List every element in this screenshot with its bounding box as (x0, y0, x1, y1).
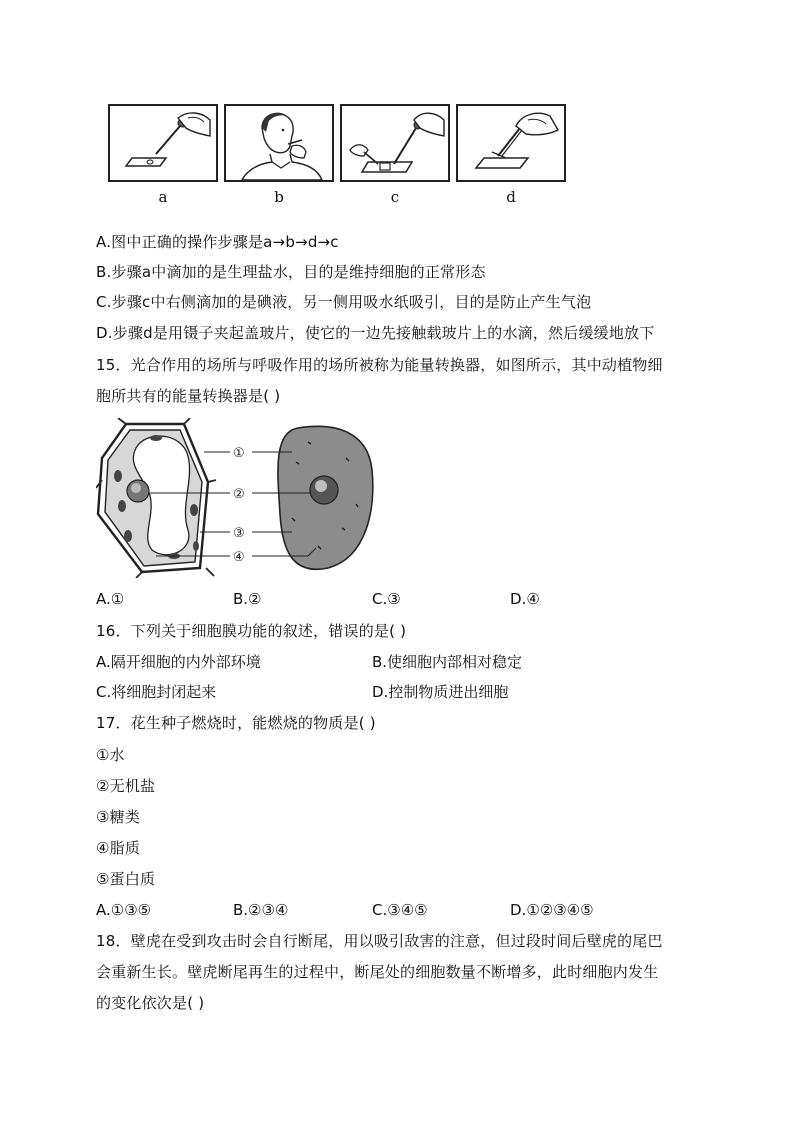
q17-item-5: ⑤蛋白质 (96, 870, 156, 888)
q17-option-a: A.①③⑤ (96, 901, 152, 919)
figure-panel-a (108, 104, 218, 182)
q16-stem: 16．下列关于细胞膜功能的叙述，错误的是( ) (96, 622, 407, 640)
q17-stem: 17．花生种子燃烧时，能燃烧的物质是( ) (96, 714, 376, 732)
q17-item-2: ②无机盐 (96, 777, 156, 795)
q16-option-c: C.将细胞封闭起来 (96, 683, 217, 701)
cell-label-2: ② (233, 487, 245, 502)
q15-option-b: B.② (233, 590, 262, 608)
figure-label-a: a (158, 188, 168, 206)
figure-panel-d (456, 104, 566, 182)
placing-coverslip-illustration (458, 106, 564, 180)
q16-option-d: D.控制物质进出细胞 (372, 683, 509, 701)
q17-item-4: ④脂质 (96, 839, 141, 857)
q17-item-3: ③糖类 (96, 808, 141, 826)
q17-option-c: C.③④⑤ (372, 901, 428, 919)
dropper-on-slide-illustration (110, 106, 216, 180)
q14-option-d: D.步骤d是用镊子夹起盖玻片，使它的一边先接触载玻片上的水滴，然后缓缓地放下 (96, 324, 655, 342)
figure-label-b: b (274, 188, 284, 206)
cell-label-1: ① (233, 446, 245, 461)
figure-panel-c (340, 104, 450, 182)
cell-label-4: ④ (233, 550, 245, 565)
q17-item-1: ①水 (96, 746, 125, 764)
q15-cell-figure (96, 418, 386, 578)
figure-label-c: c (390, 188, 400, 206)
figure-panel-b (224, 104, 334, 182)
q18-stem-line2: 会重新生长。壁虎断尾再生的过程中，断尾处的细胞数量不断增多，此时细胞内发生 (96, 963, 659, 981)
q16-option-a: A.隔开细胞的内外部环境 (96, 653, 261, 671)
q14-option-c: C.步骤c中右侧滴加的是碘液，另一侧用吸水纸吸引，目的是防止产生气泡 (96, 293, 592, 311)
q15-stem-line1: 15．光合作用的场所与呼吸作用的场所被称为能量转换器，如图所示，其中动植物细 (96, 356, 663, 374)
q15-option-d: D.④ (510, 590, 540, 608)
q14-option-a: A.图中正确的操作步骤是a→b→d→c (96, 233, 339, 251)
plant-and-animal-cell-diagram (96, 418, 386, 578)
staining-illustration (342, 106, 448, 180)
q15-option-c: C.③ (372, 590, 401, 608)
q17-option-b: B.②③④ (233, 901, 289, 919)
q15-stem-line2: 胞所共有的能量转换器是( ) (96, 387, 281, 405)
cell-label-3: ③ (233, 526, 245, 541)
q16-option-b: B.使细胞内部相对稳定 (372, 653, 523, 671)
q18-stem-line1: 18．壁虎在受到攻击时会自行断尾，用以吸引敌害的注意，但过段时间后壁虎的尾巴 (96, 932, 663, 950)
person-scraping-cheek-illustration (226, 106, 332, 180)
q15-option-a: A.① (96, 590, 125, 608)
q17-option-d: D.①②③④⑤ (510, 901, 594, 919)
q18-stem-line3: 的变化依次是( ) (96, 994, 205, 1012)
q14-option-b: B.步骤a中滴加的是生理盐水，目的是维持细胞的正常形态 (96, 263, 486, 281)
figure-label-d: d (506, 188, 516, 206)
